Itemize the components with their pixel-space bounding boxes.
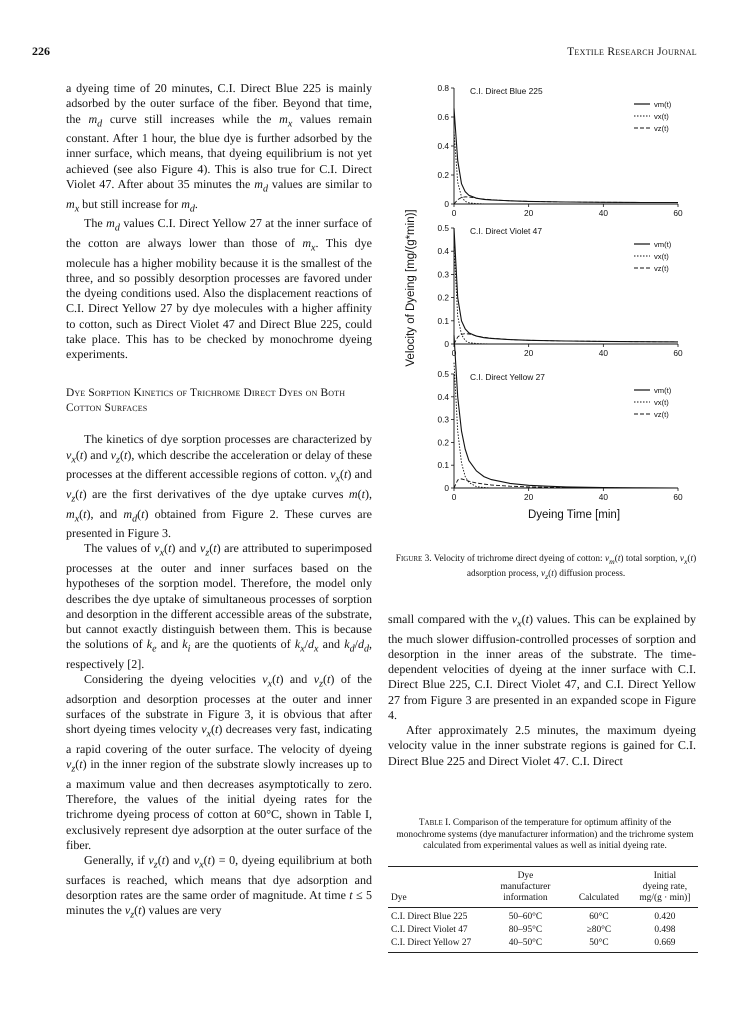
- series-line-vxt: [454, 247, 678, 344]
- page-number: 226: [32, 44, 50, 58]
- y-tick-label: 0: [444, 199, 449, 209]
- y-tick-label: 0: [444, 483, 449, 493]
- series-line-vzt: [454, 197, 678, 204]
- paragraph: Considering the dyeing velocities $v_x(t)$ and $v_z(t)$ of the adsorption and desorption processes at the outer and inner surfaces of the substrate in Figure 3, it is obvious that after short dyeing times velocity $v_x(t)$ decreases very fast, indicating a rapid covering of the outer surface. The velocity of dyeing $v_z(t)$ in the inner region of the substrate slowly increases up to a maximum value and then decreases asymptotically to zero. Therefore, the values of the initial dyeing rates for the trichrome dyeing process of cotton at 60°C, shown in Table I, exclusively represent dye adsorption at the outer surface of the fiber.: [66, 672, 372, 852]
- figure-caption-text: Velocity of trichrome direct dyeing of cotton: $v_m(t)$ total sorption, $v_x(t)$ adsorption process, $v_z(t)$ diffusion process.: [433, 554, 697, 581]
- y-tick-label: 0.6: [437, 112, 449, 122]
- y-tick-label: 0.4: [437, 246, 449, 257]
- y-tick-label: 0.2: [437, 437, 449, 448]
- table-row: C.I. Direct Yellow 27 40–50°C 50°C 0.669: [388, 937, 698, 953]
- x-tick-label: 60: [673, 208, 683, 218]
- paragraph: small compared with the $v_x(t)$ values. This can be explained by the much slower diffusion-controlled processes of sorption and desorption in the inner areas of the substrate. The time-dependent velocities of dyeing at the inner surface with C.I. Direct Blue 225, C.I. Direct Violet 47, and C.I. Direct Yellow 27 from Figure 3 are presented in an expanded scope in Figure 4.: [388, 612, 696, 722]
- y-tick-label: 0.8: [437, 83, 449, 93]
- right-column: [388, 612, 696, 769]
- x-tick-label: 40: [598, 348, 608, 358]
- table-header-manufacturer: Dye manufacturer information: [485, 867, 566, 908]
- y-tick-label: 0.3: [437, 269, 449, 280]
- paragraph: Generally, if $v_z(t)$ and $v_x(t) = 0$, dyeing equilibrium at both surfaces is reached, which means that dye adsorption and desorption rates are the same order of magnitude. At time t ≤ 5 minutes the $v_z(t)$ values are very: [66, 853, 372, 921]
- y-tick-label: 0: [444, 339, 449, 349]
- y-tick-label: 0.2: [437, 170, 449, 180]
- table-header-calculated: Calculated: [566, 867, 632, 908]
- y-tick-label: 0.1: [437, 460, 449, 471]
- y-tick-label: 0.5: [437, 369, 449, 379]
- legend-label: vm(t): [654, 100, 672, 109]
- paragraph: After approximately 2.5 minutes, the maximum dyeing velocity value in the inner substrate regions is gained for C.I. Direct Blue 225 and Direct Violet 47. C.I. Direct: [388, 723, 696, 768]
- panel-title: C.I. Direct Violet 47: [470, 226, 542, 236]
- y-tick-label: 0.2: [437, 292, 449, 303]
- table-row: C.I. Direct Blue 225 50–60°C 60°C 0.420: [391, 912, 676, 922]
- table-row: C.I. Direct Violet 47 80–95°C ≥80°C 0.498: [391, 925, 676, 935]
- x-tick-label: 60: [673, 348, 683, 358]
- y-tick-label: 0.1: [437, 315, 449, 326]
- legend-label: vz(t): [654, 264, 669, 273]
- y-tick-label: 0.4: [437, 391, 449, 402]
- legend-label: vm(t): [654, 386, 672, 395]
- panel-title: C.I. Direct Yellow 27: [470, 372, 545, 382]
- legend-label: vm(t): [654, 240, 672, 249]
- paragraph: The kinetics of dye sorption processes are characterized by $v_x(t)$ and $v_z(t)$, which describe the acceleration or delay of these processes at the different accessible regions of cotton. $v_x(t)$ and $v_z(t)$ are the first derivatives of the dye uptake curves m(t), $m_x(t)$, and $m_d(t)$ obtained from Figure 2. These curves are presented in Figure 3.: [66, 432, 373, 541]
- x-axis-label: Dyeing Time [min]: [527, 509, 621, 521]
- table-caption-label: Table I.: [418, 818, 451, 828]
- x-tick-label: 40: [598, 208, 608, 218]
- journal-title: Textile Research Journal: [567, 46, 697, 58]
- y-axis-label: Velocity of Dyeing [mg/(g*min)]: [405, 209, 417, 367]
- legend-label: vx(t): [654, 398, 669, 407]
- figure-3: [402, 76, 698, 546]
- x-tick-label: 0: [451, 492, 457, 502]
- section-heading: Dye Sorption Kinetics of Trichrome Direct Dyes on Both Cotton Surfaces: [66, 387, 346, 415]
- table-caption: [395, 818, 695, 853]
- legend-label: vx(t): [654, 112, 669, 121]
- series-line-vzt: [454, 334, 678, 344]
- series-line-vmt: [454, 108, 678, 202]
- table-1: [388, 866, 698, 953]
- x-tick-label: 0: [451, 208, 457, 218]
- left-column: [66, 81, 372, 923]
- x-tick-label: 60: [673, 492, 683, 502]
- table-header-dye: Dye: [388, 867, 485, 908]
- x-tick-label: 20: [524, 492, 534, 502]
- x-tick-label: 40: [598, 492, 608, 502]
- x-tick-label: 0: [451, 348, 457, 358]
- figure-caption: [390, 553, 702, 583]
- y-tick-label: 0.3: [437, 414, 449, 425]
- figure-3-plot: [402, 76, 698, 546]
- paragraph: The values of $v_x(t)$ and $v_z(t)$ are attributed to superimposed processes at the outer and inner surfaces based on the hypotheses of the sorption model. Therefore, the model only describes the dye uptake of simultaneous processes of sorption and desorption in the different accessible areas of the substrate, but cannot exactly distinguish between them. This is because the solutions of $k_e$ and $k_i$ are the quotients of $k_x/d_x$ and $k_d/d_d$, respectively [2].: [66, 541, 373, 671]
- x-tick-label: 20: [524, 348, 534, 358]
- figure-caption-label: Figure 3.: [395, 554, 432, 564]
- x-tick-label: 20: [524, 208, 534, 218]
- legend-label: vz(t): [654, 410, 669, 419]
- legend-label: vx(t): [654, 252, 669, 261]
- legend-label: vz(t): [654, 124, 669, 133]
- panel-title: C.I. Direct Blue 225: [470, 86, 543, 96]
- paragraph: a dyeing time of 20 minutes, C.I. Direct Blue 225 is mainly adsorbed by the outer surface of the fiber. Beyond that time, the $m_d$ curve still increases while the $m_x$ values remain constant. After 1 hour, the blue dye is further adsorbed by the inner surface, which means, that dyeing equilibrium is not yet achieved (see also Figure 4). This is also true for C.I. Direct Violet 47. After about 35 minutes the $m_d$ values are similar to $m_x$ but still increase for $m_d$.: [66, 81, 372, 214]
- series-line-vmt: [454, 228, 678, 342]
- table-caption-text: Comparison of the temperature for optimum affinity of the monochrome systems (dye manufacturer information) and the trichrome system calculated from experimental values as well as initial dyeing rate.: [396, 818, 694, 851]
- series-line-vmt: [451, 335, 678, 488]
- series-line-vxt: [454, 132, 678, 205]
- paragraph: The $m_d$ values C.I. Direct Yellow 27 at the inner surface of the cotton are always lower than those of $m_x$. This dye molecule has a higher mobility because it is the smallest of the three, and so possibly desorption processes are favored under the dyeing conditions used. Also the displacement reactions of C.I. Direct Yellow 27 by dye molecules with a higher affinity to cotton, such as Direct Violet 47 and Direct Blue 225, could take place. This has to be checked by monochrome dyeing experiments.: [66, 216, 372, 362]
- y-tick-label: 0.4: [437, 141, 449, 151]
- table-header-initial-rate: Initial dyeing rate, mg/(g · min)]: [632, 867, 698, 908]
- y-tick-label: 0.5: [437, 223, 449, 233]
